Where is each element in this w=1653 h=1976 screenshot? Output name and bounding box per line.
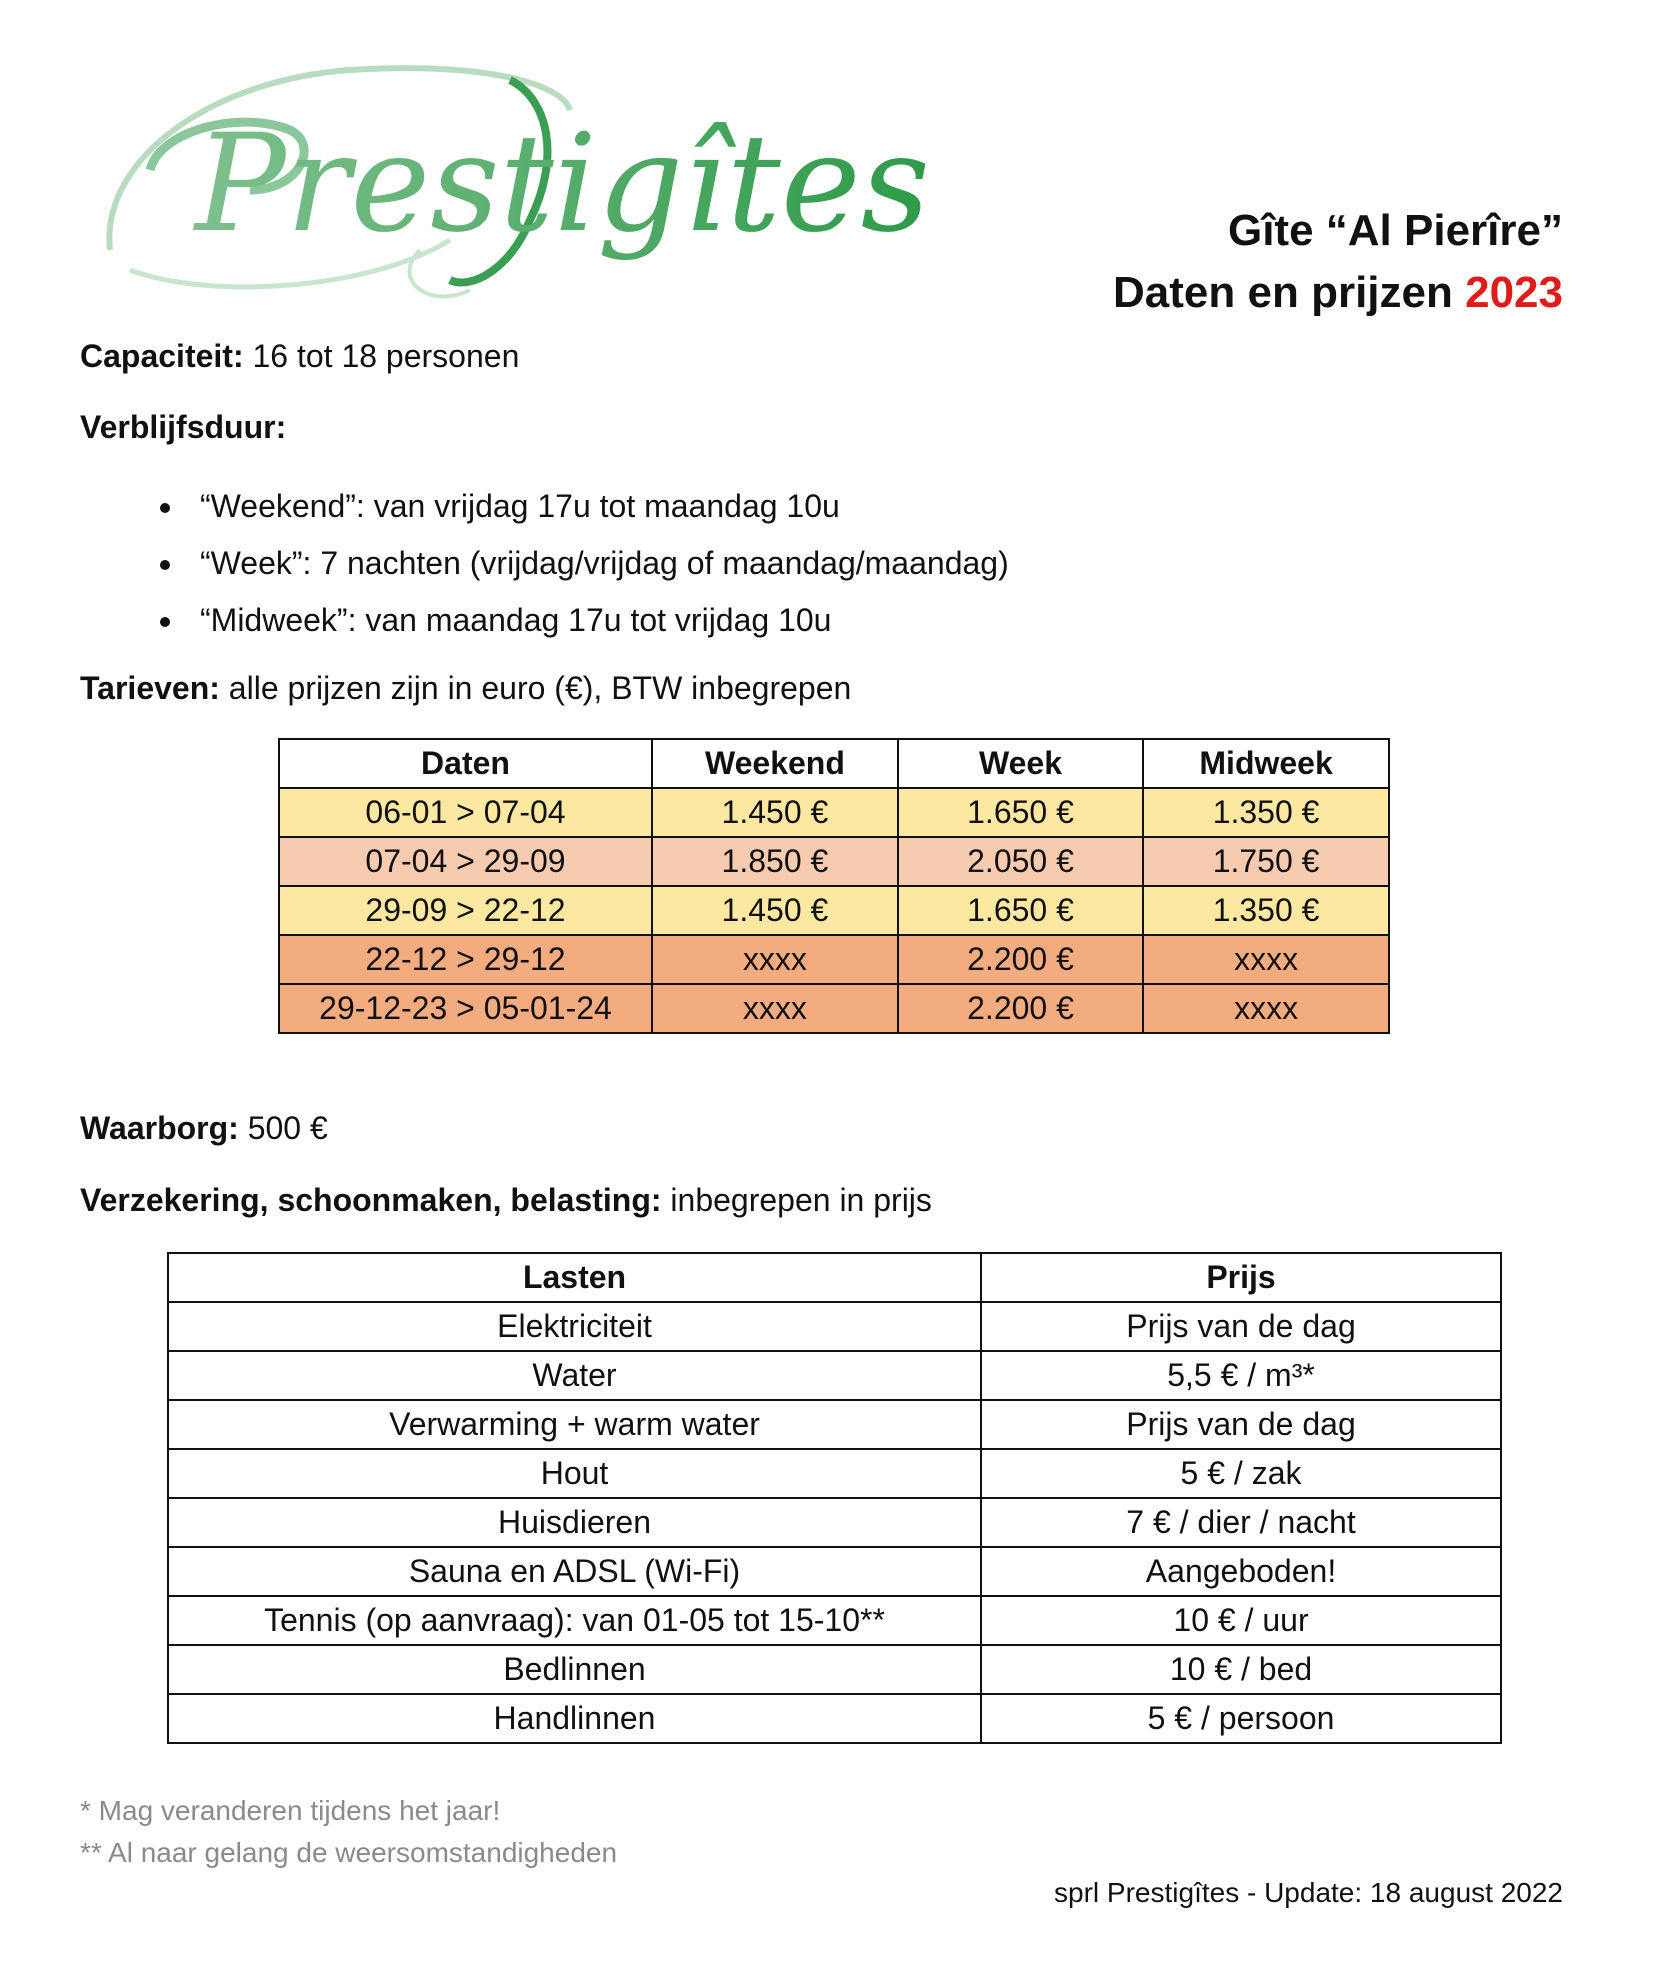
table-cell: 5 € / zak bbox=[981, 1449, 1501, 1498]
table-cell: Tennis (op aanvraag): van 01-05 tot 15-10** bbox=[168, 1596, 981, 1645]
table-cell: xxxx bbox=[652, 984, 898, 1033]
capaciteit-label: Capaciteit: bbox=[80, 338, 244, 374]
table-cell: Handlinnen bbox=[168, 1694, 981, 1743]
verblijfsduur-label: Verblijfsduur: bbox=[80, 409, 287, 445]
capaciteit-line bbox=[80, 338, 519, 375]
table-cell: 29-12-23 > 05-01-24 bbox=[279, 984, 652, 1033]
table-cell: 5 € / persoon bbox=[981, 1694, 1501, 1743]
document-title bbox=[1113, 200, 1563, 324]
waarborg-line bbox=[80, 1110, 328, 1147]
table-header-row bbox=[168, 1253, 1501, 1302]
list-item: “Weekend”: van vrijdag 17u tot maandag 10u bbox=[160, 478, 1009, 535]
table-cell: Sauna en ADSL (Wi-Fi) bbox=[168, 1547, 981, 1596]
column-header-weekend: Weekend bbox=[652, 739, 898, 788]
table-row bbox=[279, 935, 1389, 984]
table-row bbox=[168, 1596, 1501, 1645]
table-cell: xxxx bbox=[1143, 935, 1389, 984]
table-cell: Prijs van de dag bbox=[981, 1302, 1501, 1351]
tarieven-label: Tarieven: bbox=[80, 670, 220, 706]
table-cell: 1.650 € bbox=[898, 788, 1143, 837]
table-cell: xxxx bbox=[1143, 984, 1389, 1033]
footnote-1: * Mag veranderen tijdens het jaar! bbox=[80, 1795, 501, 1826]
capaciteit-value: 16 tot 18 personen bbox=[243, 338, 520, 374]
table-cell: 1.350 € bbox=[1143, 788, 1389, 837]
column-header-daten: Daten bbox=[279, 739, 652, 788]
table-cell: Verwarming + warm water bbox=[168, 1400, 981, 1449]
table-row bbox=[168, 1547, 1501, 1596]
table-row bbox=[279, 984, 1389, 1033]
column-header-midweek: Midweek bbox=[1143, 739, 1389, 788]
table-cell: 2.200 € bbox=[898, 984, 1143, 1033]
table-cell: 07-04 > 29-09 bbox=[279, 837, 652, 886]
table-row bbox=[168, 1302, 1501, 1351]
table-row bbox=[279, 788, 1389, 837]
title-line-2-prefix: Daten en prijzen bbox=[1113, 268, 1466, 317]
table-header-row bbox=[279, 739, 1389, 788]
waarborg-value: 500 € bbox=[238, 1110, 328, 1146]
table-cell: Water bbox=[168, 1351, 981, 1400]
table-cell: 1.750 € bbox=[1143, 837, 1389, 886]
tarieven-line bbox=[80, 670, 851, 707]
table-cell: Hout bbox=[168, 1449, 981, 1498]
table-cell: 1.850 € bbox=[652, 837, 898, 886]
title-year: 2023 bbox=[1465, 268, 1563, 317]
footer-update: sprl Prestigîtes - Update: 18 august 2022 bbox=[1054, 1877, 1563, 1908]
tarieven-table bbox=[278, 738, 1390, 1034]
table-row bbox=[168, 1449, 1501, 1498]
lasten-table bbox=[167, 1252, 1502, 1744]
table-row bbox=[168, 1645, 1501, 1694]
table-cell: 06-01 > 07-04 bbox=[279, 788, 652, 837]
list-item: “Week”: 7 nachten (vrijdag/vrijdag of maandag/maandag) bbox=[160, 535, 1009, 592]
table-cell: Elektriciteit bbox=[168, 1302, 981, 1351]
waarborg-label: Waarborg: bbox=[80, 1110, 239, 1146]
table-cell: Prijs van de dag bbox=[981, 1400, 1501, 1449]
table-row bbox=[168, 1694, 1501, 1743]
verzekering-label: Verzekering, schoonmaken, belasting: bbox=[80, 1182, 662, 1218]
list-item: “Midweek”: van maandag 17u tot vrijdag 10u bbox=[160, 592, 1009, 649]
verblijfsduur-line bbox=[80, 409, 286, 446]
verzekering-value: inbegrepen in prijs bbox=[661, 1182, 932, 1218]
table-cell: Huisdieren bbox=[168, 1498, 981, 1547]
table-cell: 7 € / dier / nacht bbox=[981, 1498, 1501, 1547]
tarieven-value: alle prijzen zijn in euro (€), BTW inbegrepen bbox=[219, 670, 852, 706]
table-row bbox=[279, 886, 1389, 935]
table-cell: 1.450 € bbox=[652, 788, 898, 837]
prestigites-logo bbox=[90, 40, 930, 330]
table-cell: 2.200 € bbox=[898, 935, 1143, 984]
column-header-week: Week bbox=[898, 739, 1143, 788]
table-cell: 1.450 € bbox=[652, 886, 898, 935]
table-cell: 2.050 € bbox=[898, 837, 1143, 886]
column-header-lasten: Lasten bbox=[168, 1253, 981, 1302]
title-line-2 bbox=[1113, 262, 1563, 324]
table-cell: 10 € / bed bbox=[981, 1645, 1501, 1694]
table-cell: 1.350 € bbox=[1143, 886, 1389, 935]
table-cell: Bedlinnen bbox=[168, 1645, 981, 1694]
verzekering-line bbox=[80, 1182, 932, 1219]
table-row bbox=[279, 837, 1389, 886]
table-cell: 10 € / uur bbox=[981, 1596, 1501, 1645]
table-cell: 29-09 > 22-12 bbox=[279, 886, 652, 935]
table-row bbox=[168, 1351, 1501, 1400]
table-cell: 22-12 > 29-12 bbox=[279, 935, 652, 984]
table-row bbox=[168, 1400, 1501, 1449]
table-cell: 5,5 € / m³* bbox=[981, 1351, 1501, 1400]
title-line-1: Gîte “Al Pierîre” bbox=[1227, 206, 1563, 255]
footnote-2: ** Al naar gelang de weersomstandigheden bbox=[80, 1837, 618, 1868]
svg-text:Prestigîtes: Prestigîtes bbox=[195, 105, 930, 262]
table-cell: 1.650 € bbox=[898, 886, 1143, 935]
column-header-prijs: Prijs bbox=[981, 1253, 1501, 1302]
verblijfsduur-list bbox=[160, 478, 1009, 649]
table-cell: xxxx bbox=[652, 935, 898, 984]
table-row bbox=[168, 1498, 1501, 1547]
table-cell: Aangeboden! bbox=[981, 1547, 1501, 1596]
